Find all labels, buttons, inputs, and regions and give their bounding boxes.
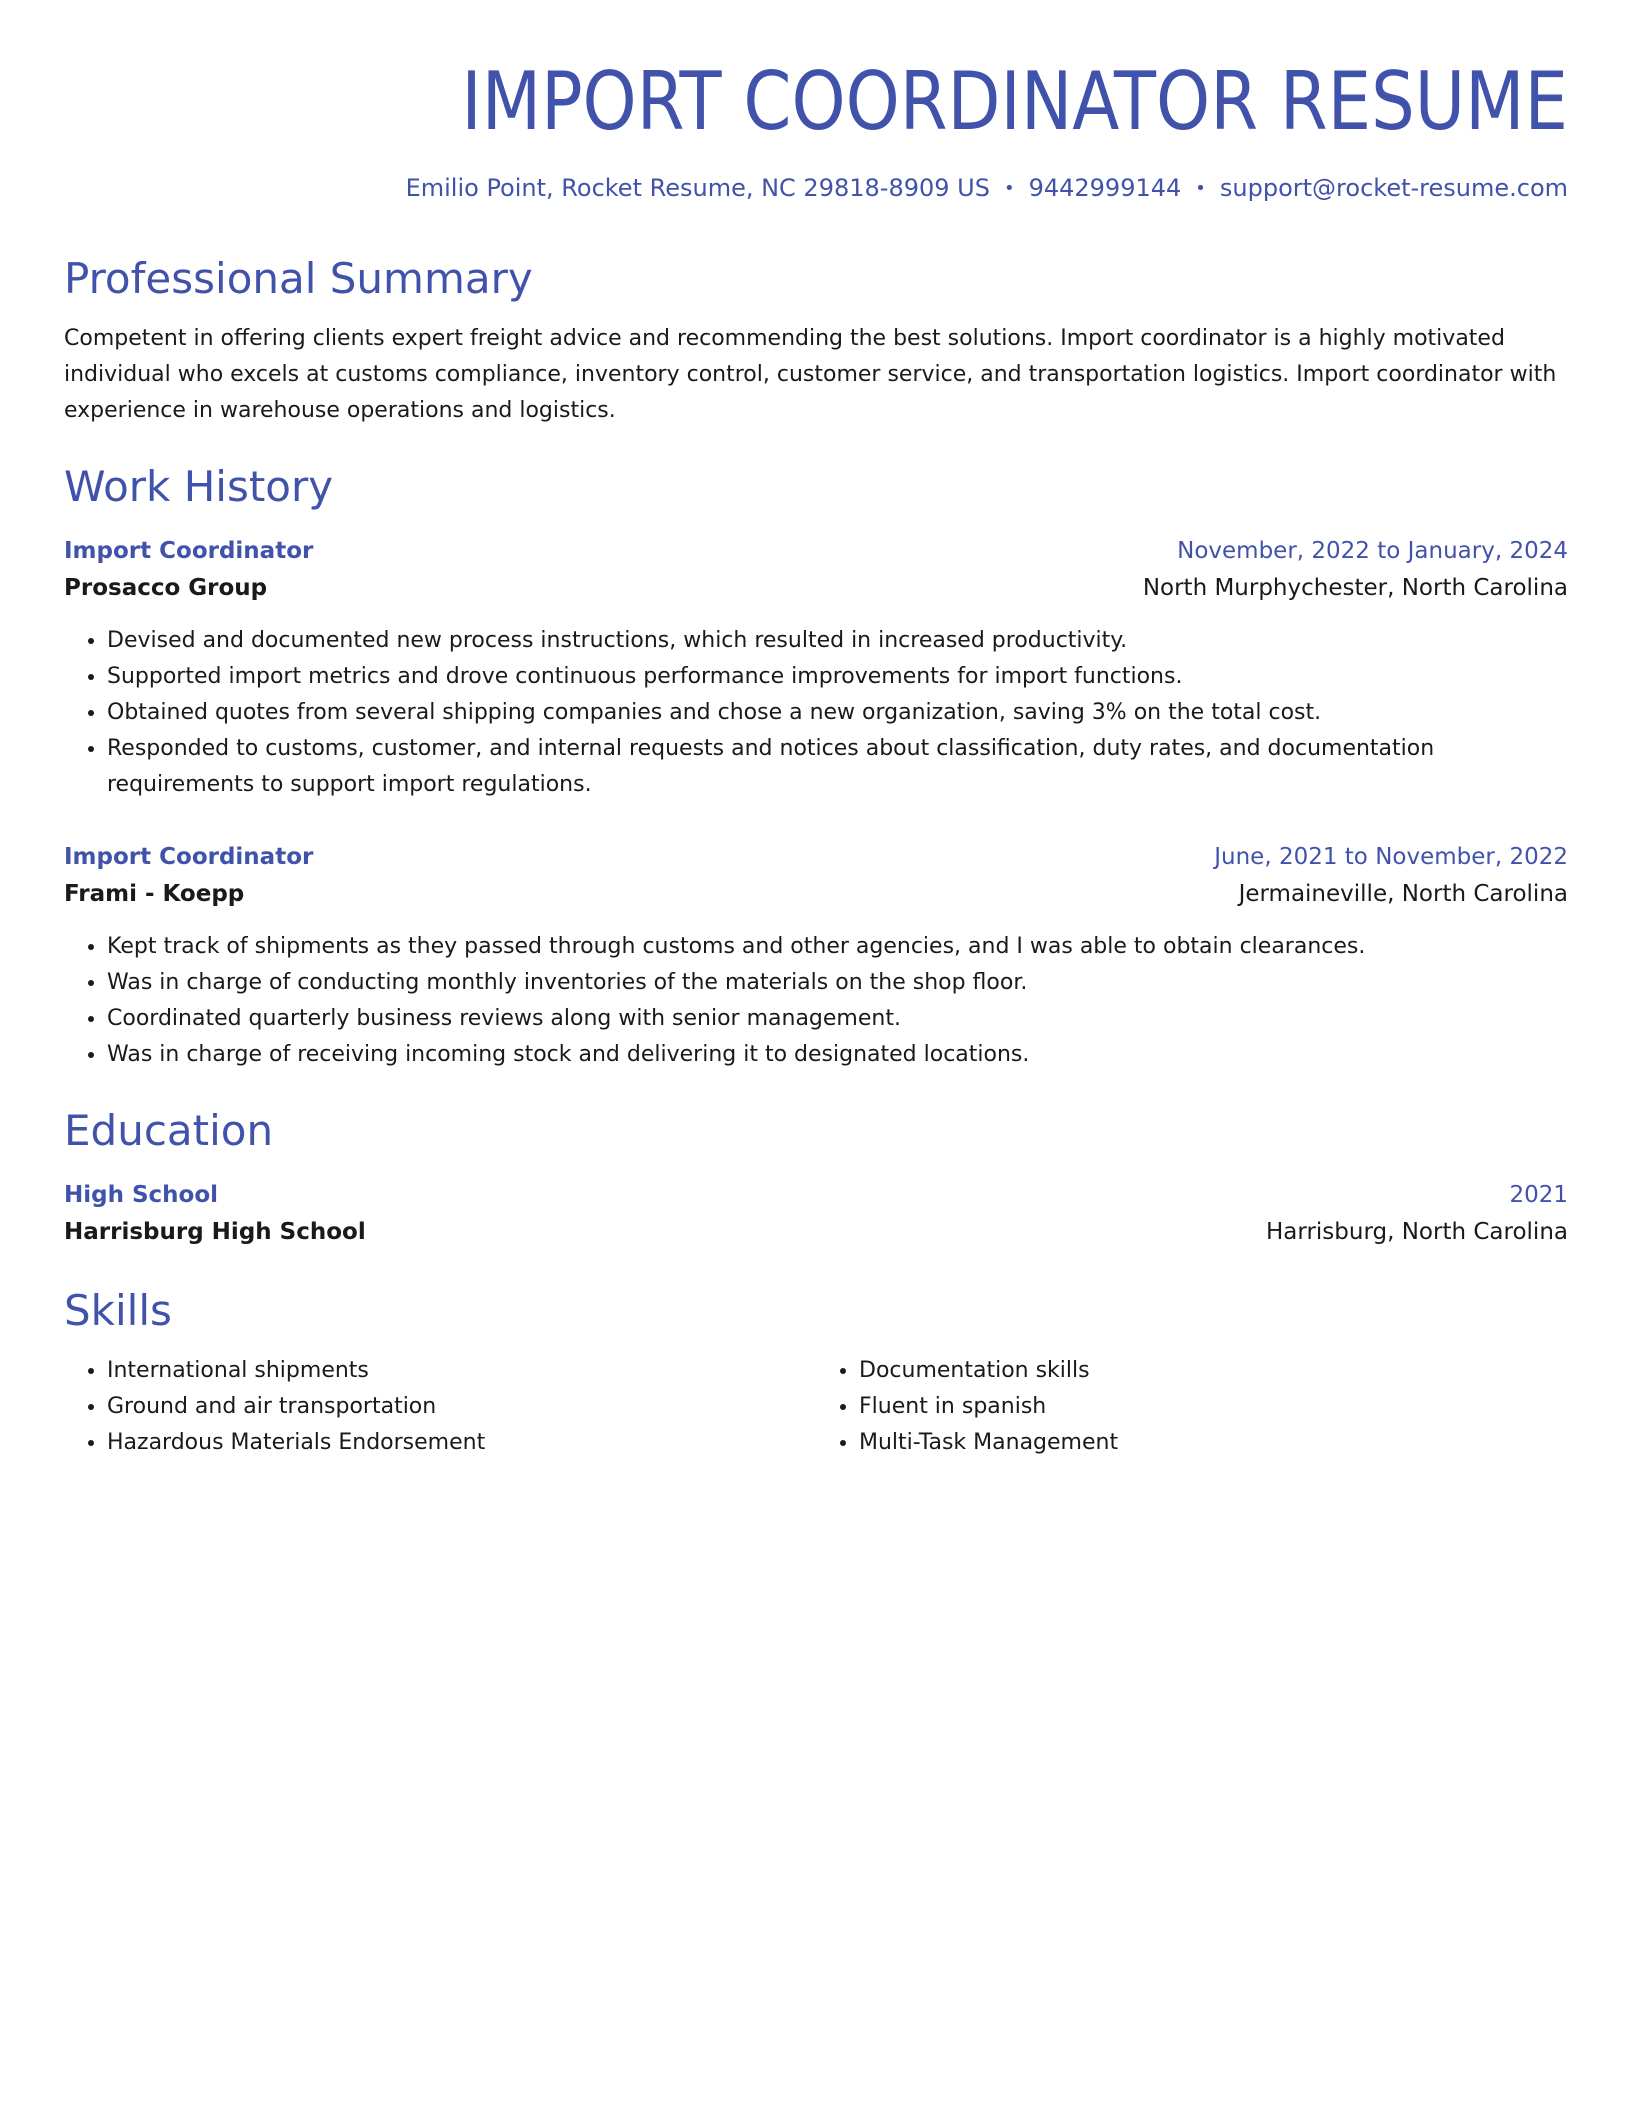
skills-column-right [816,1353,1568,1461]
contact-email: support@rocket-resume.com [1219,174,1568,202]
job-bullet: • Responded to customs, customer, and internal requests and notices about classification, duty rates, and documentation requirements to support import regulations. [107,731,1568,803]
skills-section [64,1283,1568,1461]
contact-line [64,170,1568,207]
education-degree: High School [64,1182,219,1208]
job-bullet: • Coordinated quarterly business reviews along with senior management. [107,1001,1568,1037]
job-company-row [64,569,1568,607]
education-school: Harrisburg High School [64,1219,366,1245]
section-heading-skills: Skills [64,1286,172,1335]
job-location: North Murphychester, North Carolina [1142,575,1568,601]
education-year: 2021 [1509,1182,1568,1208]
job-bullet: • Was in charge of receiving incoming stock and delivering it to designated locations. [107,1037,1568,1073]
contact-separator: • [1003,178,1015,199]
skills-column-left [64,1353,816,1461]
job-bullet: • Obtained quotes from several shipping companies and chose a new organization, saving 3% on the total cost. [107,695,1568,731]
job-bullets [64,929,1568,1073]
job-role: Import Coordinator [64,844,314,870]
job-bullet: • Supported import metrics and drove continuous performance improvements for import functions. [107,659,1568,695]
resume-title: IMPORT COORDINATOR RESUME [461,55,1568,148]
job-bullet: • Devised and documented new process instructions, which resulted in increased productivity. [107,623,1568,659]
section-heading-summary: Professional Summary [64,254,533,303]
work-history-section [64,459,1568,1073]
resume-header [64,0,1568,207]
education-header-row [64,1177,1568,1213]
job-company: Frami - Koepp [64,881,245,907]
contact-address: Emilio Point, Rocket Resume, NC 29818-8909 US [405,174,990,202]
job-dates: November, 2022 to January, 2024 [1177,538,1568,564]
section-heading-work-history: Work History [64,462,334,511]
job-header-row [64,533,1568,569]
education-entry [64,1177,1568,1251]
contact-separator: • [1195,178,1206,199]
job-bullet: • Was in charge of conducting monthly inventories of the materials on the shop floor. [107,965,1568,1001]
job-bullet: • Kept track of shipments as they passed through customs and other agencies, and I was able to obtain clearances. [107,929,1568,965]
skills-grid [64,1353,1568,1461]
skill-item: • Hazardous Materials Endorsement [107,1425,816,1461]
job-header-row [64,839,1568,875]
job-location: Jermaineville, North Carolina [1238,881,1568,907]
job-dates: June, 2021 to November, 2022 [1214,844,1568,870]
job-role: Import Coordinator [64,538,314,564]
contact-phone: 9442999144 [1028,174,1182,202]
job-entry [64,533,1568,803]
job-bullets [64,623,1568,803]
skill-item: • Ground and air transportation [107,1389,816,1425]
education-section [64,1103,1568,1251]
job-entry [64,839,1568,1073]
skill-item: • International shipments [107,1353,816,1389]
education-location: Harrisburg, North Carolina [1266,1219,1568,1245]
job-company: Prosacco Group [64,575,268,601]
education-school-row [64,1213,1568,1251]
section-heading-education: Education [64,1106,274,1155]
summary-section [64,251,1568,429]
skill-item: • Multi-Task Management [859,1425,1568,1461]
job-company-row [64,875,1568,913]
skill-item: • Documentation skills [859,1353,1568,1389]
summary-text: Competent in offering clients expert freight advice and recommending the best solutions. Import coordinator is a highly motivated individual who excels at customs compliance, inventory control, customer service, and transportation logistics. Import coordinator with experience in warehouse operations and logistics. [64,326,1557,423]
skill-item: • Fluent in spanish [859,1389,1568,1425]
